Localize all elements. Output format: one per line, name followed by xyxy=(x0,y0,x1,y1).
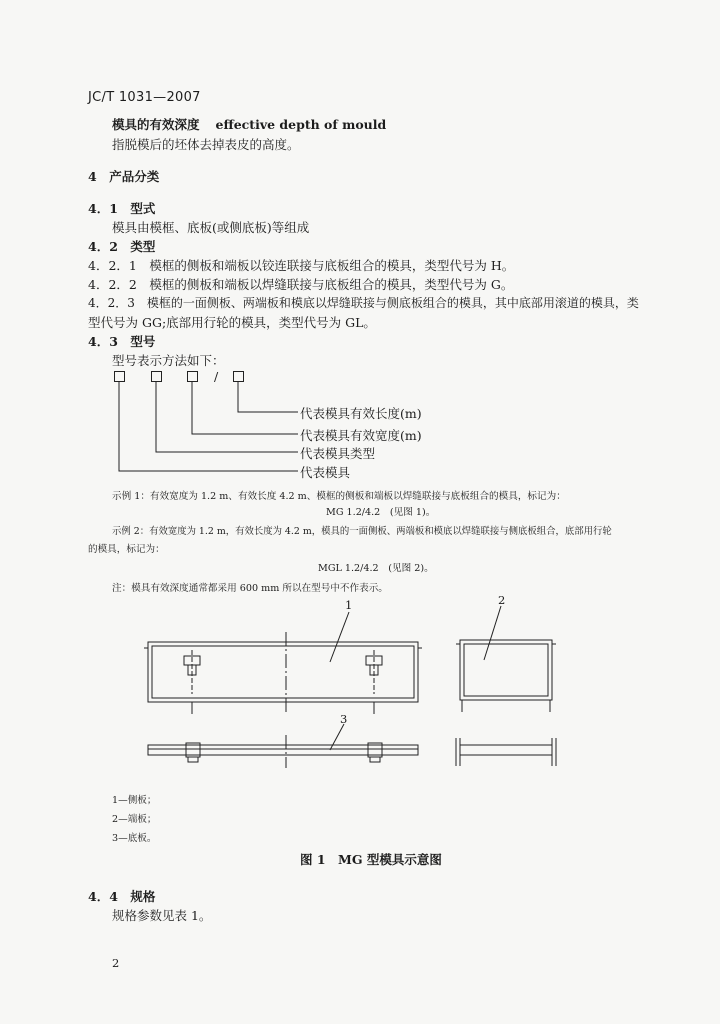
example-1-line1: 示例 1：有效宽度为 1.2 m、有效长度 4.2 m、模框的侧板和端板以焊缝联接与底板组合的模具，标记为： xyxy=(112,491,566,502)
legend-3: 3—底板。 xyxy=(112,833,157,844)
note: 注：模具有效深度通常都采用 600 mm 所以在型号中不作表示。 xyxy=(112,583,388,594)
model-label-width: 代表模具有效宽度(m) xyxy=(300,428,422,443)
figure-1-caption: 图 1 MG 型模具示意图 xyxy=(300,852,442,867)
example-2-line2: 的模具，标记为： xyxy=(88,544,165,555)
model-label-length: 代表模具有效长度(m) xyxy=(300,406,422,421)
term-title-en: effective depth of mould xyxy=(215,117,387,132)
example-2-line1: 示例 2：有效宽度为 1.2 m，有效长度为 4.2 m，模具的一面侧板、两端板和模底以焊缝联接与侧底板组合，底部用行轮 xyxy=(112,526,612,537)
legend-2: 2—端板； xyxy=(112,814,157,825)
example-2-mark: MGL 1.2/4.2 (见图 2)。 xyxy=(318,563,434,574)
section-4-3-heading: 4．3 型号 xyxy=(88,334,156,349)
term-definition: 指脱模后的坯体去掉表皮的高度。 xyxy=(112,137,300,152)
callout-1: 1 xyxy=(345,598,353,612)
section-4-4-text: 规格参数见表 1。 xyxy=(112,908,212,923)
model-slash: / xyxy=(214,369,219,384)
standard-code: JC/T 1031—2007 xyxy=(88,90,201,105)
section-4-1-text: 模具由模框、底板(或侧底板)等组成 xyxy=(112,220,310,235)
callout-3: 3 xyxy=(340,712,348,726)
term-title-cn: 模具的有效深度 xyxy=(112,117,200,132)
example-1-mark: MG 1.2/4.2 (见图 1)。 xyxy=(326,507,436,518)
section-4-1-heading: 4．1 型式 xyxy=(88,201,156,216)
legend-1: 1—侧板； xyxy=(112,795,157,806)
callout-2: 2 xyxy=(498,593,506,607)
model-label-type: 代表模具类型 xyxy=(300,446,376,461)
section-4-3-text: 型号表示方法如下： xyxy=(112,353,225,368)
section-4-2-1: 4．2．1 模框的侧板和端板以铰连联接与底板组合的模具，类型代号为 H。 xyxy=(88,258,515,273)
section-4-2-3-line2: 型代号为 GG;底部用行轮的模具，类型代号为 GL。 xyxy=(88,315,376,330)
model-label-mould: 代表模具 xyxy=(300,465,351,480)
section-4-2-3-line1: 4．2．3 模框的一面侧板、两端板和模底以焊缝联接与侧底板组合的模具，其中底部用滚道的模具，类 xyxy=(88,296,639,310)
section-4-2-2: 4．2．2 模框的侧板和端板以焊缝联接与底板组合的模具，类型代号为 G。 xyxy=(88,277,514,292)
section-4-heading: 4 产品分类 xyxy=(88,169,160,184)
section-4-2-heading: 4．2 类型 xyxy=(88,239,156,254)
section-4-4-heading: 4．4 规格 xyxy=(88,889,156,904)
page-number: 2 xyxy=(112,956,120,970)
